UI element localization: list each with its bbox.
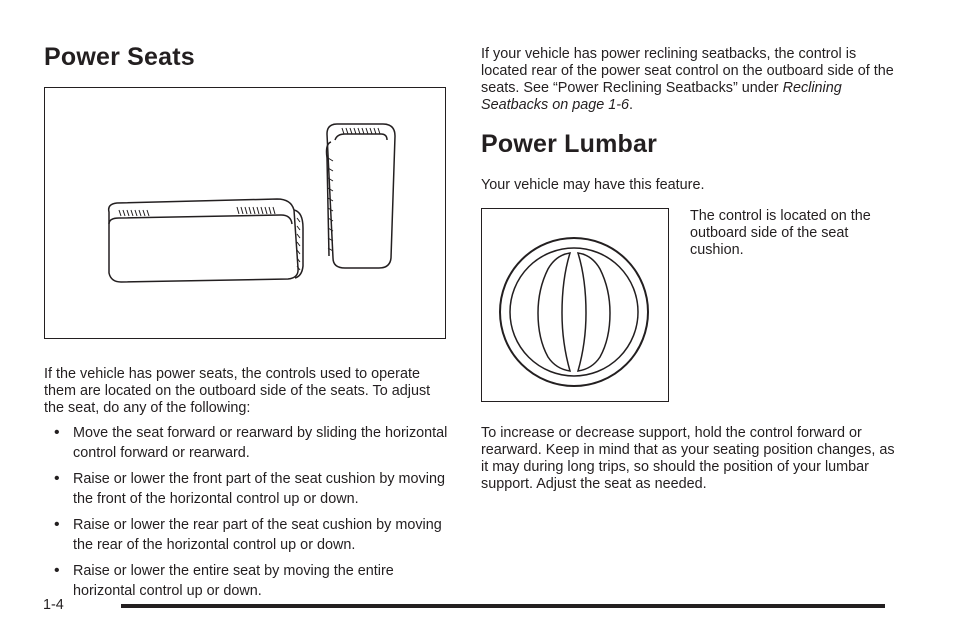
horizontal-seat-control-icon — [109, 199, 303, 282]
seat-adjustment-list — [44, 423, 448, 601]
reclining-seatback-text — [481, 46, 901, 114]
list-item: • Raise or lower the entire seat by moving the entire horizontal control up or down. — [44, 561, 448, 601]
section-title-power-lumbar: Power Lumbar — [481, 130, 658, 158]
list-item: • Move the seat forward or rearward by sliding the horizontal control forward or rearward. — [44, 423, 448, 463]
lumbar-control-illustration — [481, 208, 669, 402]
reclining-seatbacks-reference-link[interactable]: Reclining Seatbacks on page 1-6 — [481, 80, 842, 113]
lumbar-knob-icon — [500, 238, 648, 386]
section-title-power-seats: Power Seats — [44, 43, 195, 71]
page-number: 1-4 — [43, 597, 64, 613]
right-column — [481, 46, 901, 493]
lumbar-figure-row — [481, 208, 901, 402]
power-seat-controls-illustration — [44, 87, 446, 339]
power-seats-intro-text: If the vehicle has power seats, the controls used to operate them are located on the outboard side of the seats. To adjust the seat, do any of the following: — [44, 365, 431, 416]
vertical-recline-control-icon — [327, 124, 396, 268]
reclining-text-end: . — [629, 97, 634, 113]
footer-rule — [121, 604, 885, 608]
list-item: • Raise or lower the rear part of the seat cushion by moving the rear of the horizontal control up or down. — [44, 515, 448, 555]
lumbar-support-instructions: To increase or decrease support, hold the control forward or rearward. Keep in mind that as your seating position changes, as it may during long trips, so should the position of your lumbar support. Adjust the seat as needed. — [481, 424, 895, 492]
list-item: • Raise or lower the front part of the seat cushion by moving the front of the horizontal control up or down. — [44, 469, 448, 509]
lumbar-control-location-text: The control is located on the outboard side of the seat cushion. — [690, 207, 871, 258]
left-column — [44, 40, 448, 607]
lumbar-feature-text: Your vehicle may have this feature. — [481, 176, 705, 193]
reclining-text-body: If your vehicle has power reclining seatbacks, the control is located rear of the power seat control on the outboard side of the seats. See “Power Reclining Seatbacks” under — [481, 46, 894, 96]
